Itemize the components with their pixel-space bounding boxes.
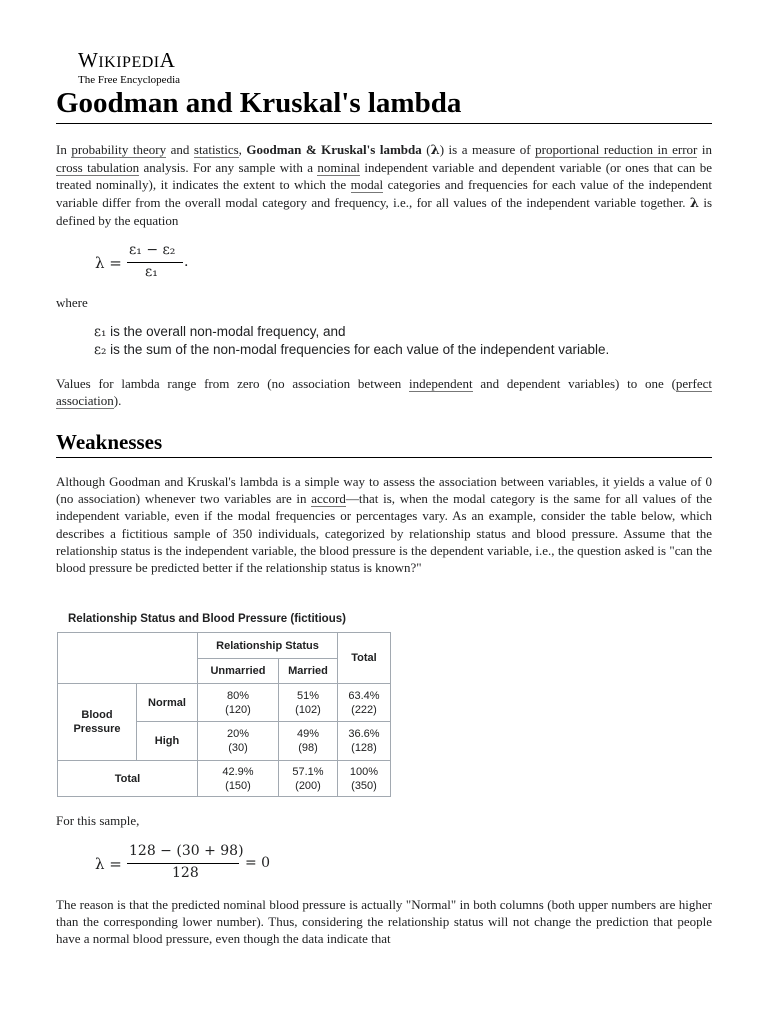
equation-sample-lambda	[95, 843, 295, 889]
eq-numerator: 128 − (30 + 98)	[129, 843, 244, 859]
intro-paragraph	[56, 141, 712, 229]
cell-count: (200)	[295, 779, 321, 792]
fraction-bar	[127, 262, 183, 263]
cell-percent: 80%	[226, 689, 250, 702]
row-header-blood-pressure: Blood Pressure	[58, 684, 137, 761]
wikipedia-logo[interactable]	[78, 49, 180, 87]
cell-count: (350)	[351, 779, 377, 792]
eq-lhs: λ =	[95, 855, 122, 873]
epsilon1-symbol: ε₁	[94, 324, 107, 340]
definition-text: is the sum of the non-modal frequencies for each value of the independent variable.	[106, 342, 610, 357]
row-header-total: Total	[58, 761, 198, 797]
link-nominal[interactable]: nominal	[317, 160, 360, 176]
cell-count: (98)	[298, 742, 318, 754]
text: (	[421, 142, 431, 157]
header-unmarried: Unmarried	[198, 659, 279, 684]
where-text: where	[56, 295, 88, 310]
cell-high-unmarried	[198, 722, 279, 761]
link-modal[interactable]: modal	[350, 177, 384, 193]
cell-total-married	[279, 761, 338, 797]
text: and	[166, 142, 194, 157]
cell-percent: 57.1%	[292, 765, 324, 778]
link-perfect-association[interactable]: perfect association	[56, 376, 712, 409]
cell-count: (120)	[225, 703, 251, 716]
reason-paragraph: The reason is that the predicted nominal blood pressure is actually "Normal" in both columns (both upper numbers are higher than the corresponding lower number). Thus, considering the relationship status will not change the prediction that people have a normal blood pressure, even though the data indicate that	[56, 897, 712, 947]
eq-period: .	[184, 254, 189, 270]
cell-percent: 20%	[226, 728, 250, 740]
cell-count: (150)	[225, 779, 251, 792]
fraction-bar	[127, 863, 239, 864]
text: —that is, when the modal category is the same for all values of the independent variable, even if the modal frequencies or percentages vary. As an example, consider the table below, which describes a fictitious sample of 350 individuals, categorized by relationship status and blood pressure. Assume that the relationship status is the independent variable, the blood pressure is the dependent variable, i.e., the question asked is "can the blood pressure be predicted better if the relationship status is known?"	[56, 491, 712, 576]
cell-percent: 42.9%	[222, 765, 254, 778]
cell-percent: 51%	[296, 689, 320, 702]
blood-pressure-table	[57, 632, 391, 797]
cell-percent: 63.4%	[348, 689, 380, 702]
eq-denominator: ε₁	[145, 264, 158, 280]
cell-high-married	[279, 722, 338, 761]
empty-corner-cell	[58, 633, 198, 684]
cell-normal-married	[279, 684, 338, 722]
page-title: Goodman and Kruskal's lambda	[56, 85, 712, 124]
definition-item	[94, 323, 609, 341]
cell-count: (30)	[228, 742, 248, 754]
eq-rhs: = 0	[245, 855, 271, 871]
text: is defined by the equation	[56, 194, 713, 228]
section-heading-weaknesses: Weaknesses	[56, 428, 712, 458]
lambda-symbol: λ	[689, 195, 699, 211]
cell-normal-unmarried	[198, 684, 279, 722]
for-this-sample-text: For this sample,	[56, 813, 140, 828]
cell-count: (222)	[351, 703, 377, 716]
logo-wordmark: WIKIPEDIA	[78, 48, 176, 72]
header-total: Total	[338, 633, 391, 684]
link-probability-theory[interactable]: probability theory	[71, 142, 167, 157]
text: ).	[113, 393, 122, 409]
text: Values for lambda range from zero (no association between	[56, 376, 410, 391]
definition-text: is the overall non-modal frequency, and	[106, 324, 346, 339]
cell-percent: 100%	[349, 765, 379, 778]
eq-numerator: ε₁ − ε₂	[129, 242, 176, 258]
cell-high-total	[338, 722, 391, 761]
text: ,	[238, 142, 247, 157]
lambda-symbol: λ	[430, 143, 440, 158]
weaknesses-paragraph	[56, 473, 712, 576]
link-independent[interactable]: independent	[409, 376, 473, 391]
cell-count: (128)	[351, 742, 377, 754]
link-proportional-reduction-in-error[interactable]: proportional reduction in error	[535, 142, 698, 157]
row-header-high: High	[137, 722, 198, 761]
table-caption: Relationship Status and Blood Pressure (fictitious)	[68, 613, 346, 625]
definition-item	[94, 341, 609, 359]
header-married: Married	[279, 659, 338, 684]
cell-percent: 49%	[296, 728, 320, 740]
cell-normal-total	[338, 684, 391, 722]
link-cross-tabulation[interactable]: cross tabulation	[56, 160, 140, 176]
epsilon2-symbol: ε₂	[94, 342, 107, 358]
values-paragraph	[56, 375, 712, 409]
eq-lhs: λ =	[95, 254, 122, 272]
link-accord[interactable]: accord	[311, 491, 346, 507]
header-relationship-status: Relationship Status	[198, 633, 338, 659]
cell-count: (102)	[295, 703, 321, 716]
link-statistics[interactable]: statistics	[193, 142, 239, 157]
text: categories and frequencies for each value of the independent variable differ from the overall modal category and frequency, i.e., for all values of the independent variable together.	[56, 177, 712, 210]
text: independent variable and dependent variable (or ones that can be treated nominally), it indicates the extent to which the	[56, 160, 712, 193]
cell-total-unmarried	[198, 761, 279, 797]
row-header-normal: Normal	[137, 684, 198, 722]
text: In	[56, 142, 72, 157]
text: and dependent variables) to one (	[472, 376, 676, 391]
definition-list	[94, 323, 609, 359]
text: analysis. For any sample with a	[139, 160, 318, 176]
cell-percent: 36.6%	[348, 728, 380, 740]
term-bold: Goodman & Kruskal's lambda	[246, 142, 422, 157]
eq-denominator: 128	[172, 865, 199, 881]
equation-lambda-definition	[95, 242, 235, 288]
text: ) is a measure of	[439, 142, 536, 157]
text: in	[697, 142, 712, 157]
logo-tagline: The Free Encyclopedia	[78, 74, 181, 86]
text: Although Goodman and Kruskal's lambda is a simple way to assess the association between variables, it yields a value of 0 (no association) whenever two variables are in	[56, 474, 712, 507]
cell-total-total	[338, 761, 391, 797]
